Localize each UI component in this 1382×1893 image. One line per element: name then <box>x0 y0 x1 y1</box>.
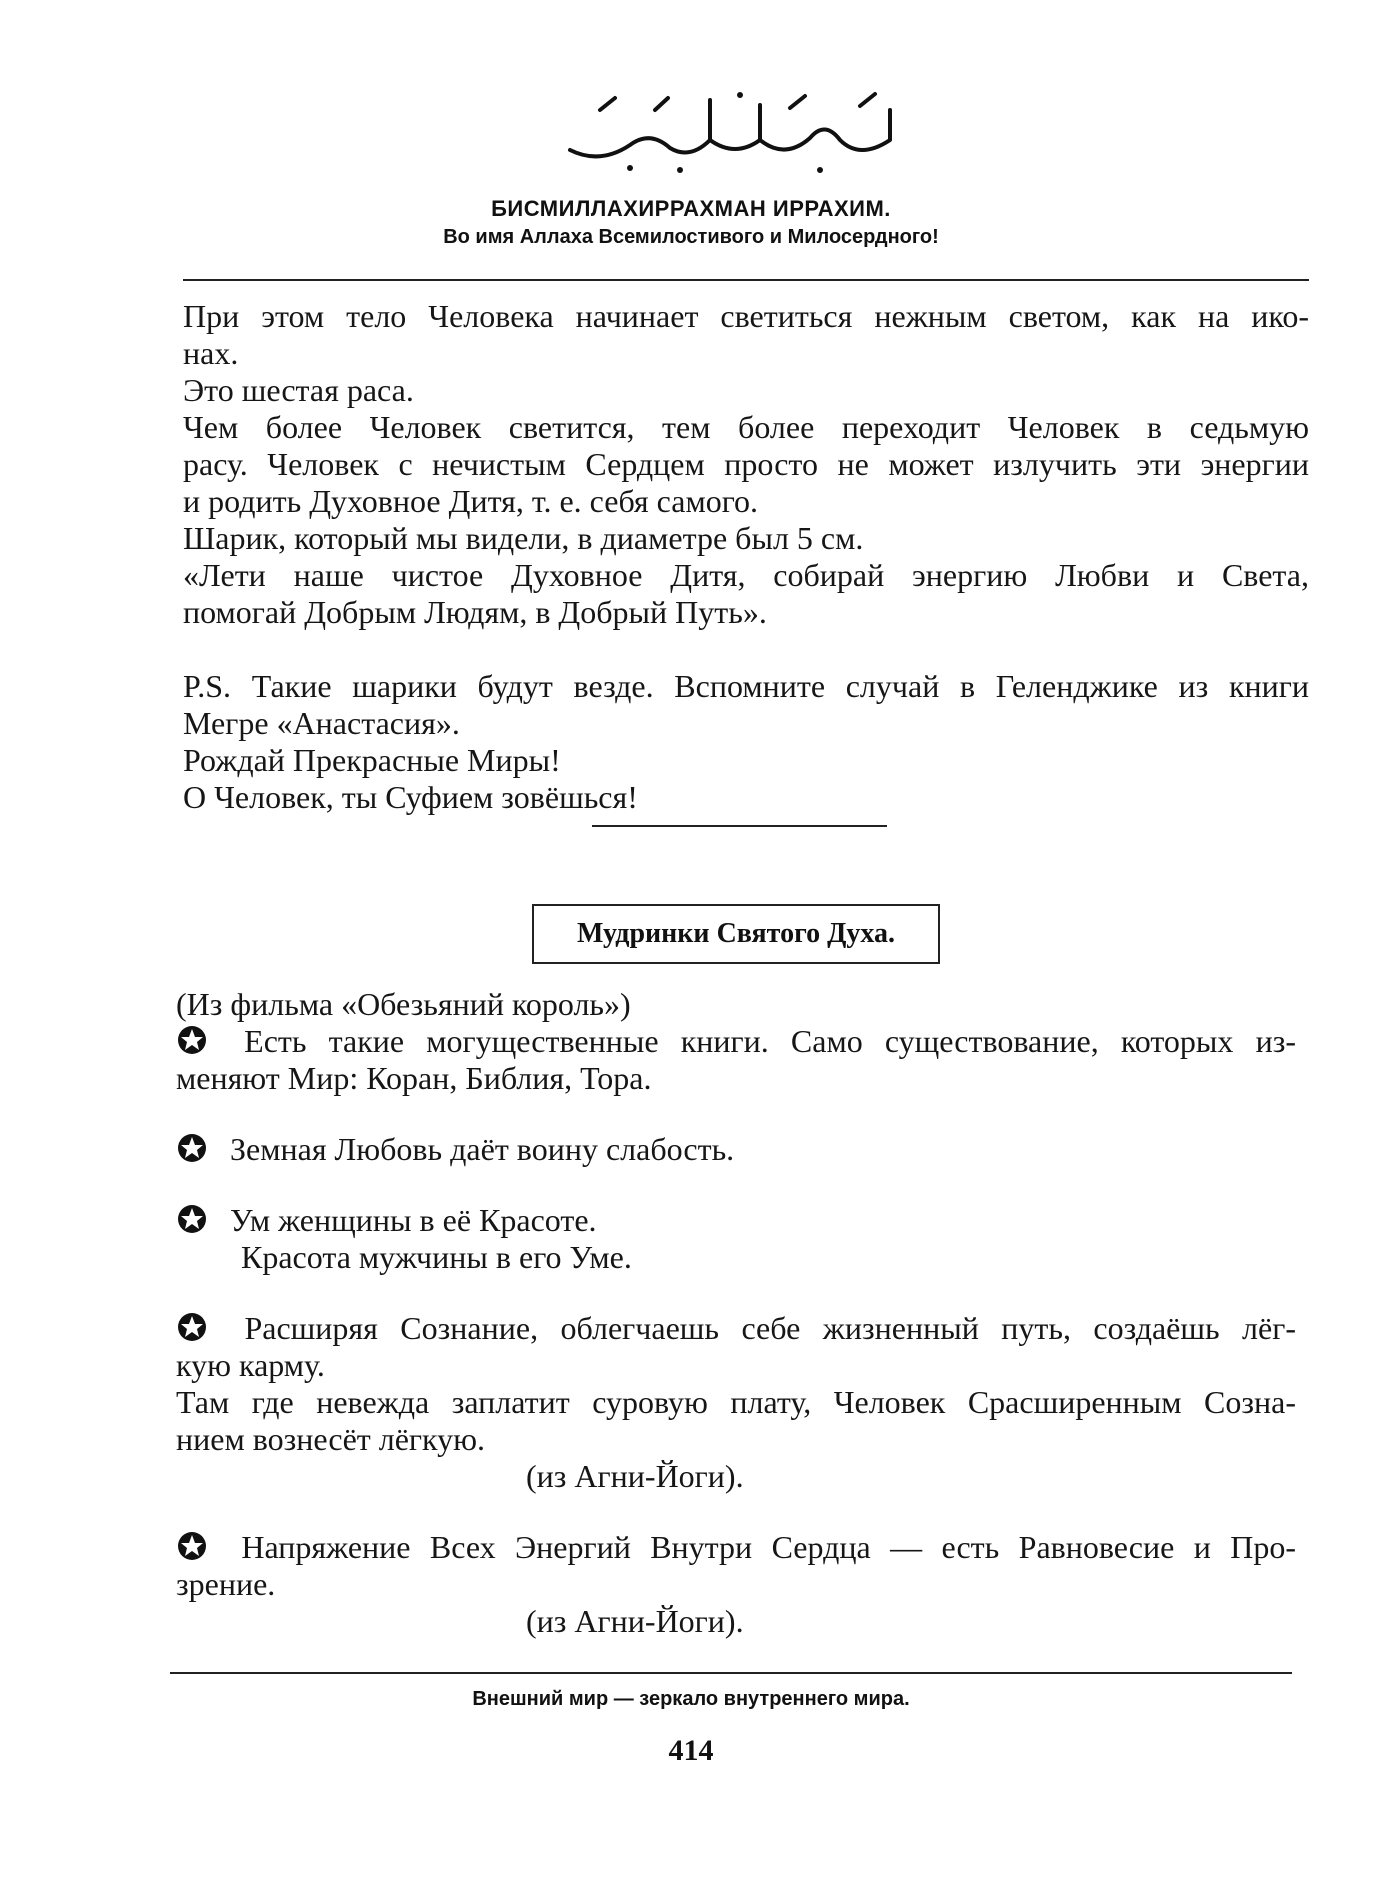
list-item-continuation: кую карму. <box>176 1347 325 1383</box>
body-line: «Лети наше чистое Духовное Дитя, собирай энергию Любви и Света, <box>183 557 1309 593</box>
star-bullet-icon <box>176 1132 208 1164</box>
list-item <box>176 1023 1296 1060</box>
body-line: Шарик, который мы видели, в диаметре был 5 см. <box>183 520 864 556</box>
star-bullet-icon <box>176 1203 208 1235</box>
list-item <box>176 1310 1296 1347</box>
body-line: При этом тело Человека начинает светиться нежным светом, как на ико- <box>183 298 1309 334</box>
list-item-continuation: Красота мужчины в его Уме. <box>241 1239 632 1275</box>
body-line: Рождай Прекрасные Миры! <box>183 742 561 778</box>
list-item-continuation: меняют Мир: Коран, Библия, Тора. <box>176 1060 652 1096</box>
star-bullet-icon <box>176 1311 208 1343</box>
list-item-text: Земная Любовь даёт воину слабость. <box>230 1131 735 1167</box>
body-paragraphs <box>183 298 1309 816</box>
body-line: помогай Добрым Людям, в Добрый Путь». <box>183 594 767 630</box>
list-item <box>176 1202 1296 1239</box>
section-intro: (Из фильма «Обезьяний король») <box>176 986 631 1022</box>
quote-source: (из Агни-Йоги). <box>526 1603 744 1639</box>
list-item <box>176 1131 1296 1168</box>
list-item-continuation: Там где невежда заплатит суровую плату, Человек Срасширенным Созна- <box>176 1384 1296 1420</box>
section-body <box>176 986 1296 1640</box>
quote-source: (из Агни-Йоги). <box>526 1458 744 1494</box>
section-divider <box>592 825 887 827</box>
list-item-continuation: нием вознесёт лёгкую. <box>176 1421 486 1457</box>
body-line: расу. Человек с нечистым Сердцем просто не может излучить эти энергии <box>183 446 1309 482</box>
list-item-text: Напряжение Всех Энергий Внутри Сердца — есть Равновесие и Про- <box>241 1529 1297 1565</box>
list-item <box>176 1529 1296 1566</box>
header-divider <box>183 279 1309 281</box>
body-line: нах. <box>183 335 239 371</box>
section-heading: Мудринки Святого Духа. <box>532 904 940 964</box>
bismillah-calligraphy <box>560 80 920 180</box>
page-number: 414 <box>668 1734 714 1767</box>
list-item-continuation: зрение. <box>176 1566 276 1602</box>
star-bullet-icon <box>176 1024 208 1056</box>
header-title: БИСМИЛЛАХИРРАХМАН ИРРАХИМ. <box>491 196 891 221</box>
list-item-text: Ум женщины в её Красоте. <box>230 1202 597 1238</box>
body-line: Мегре «Анастасия». <box>183 705 460 741</box>
footer-divider <box>170 1672 1292 1674</box>
list-item-text: Есть такие могущественные книги. Само существование, которых из- <box>244 1023 1297 1059</box>
star-bullet-icon <box>176 1530 208 1562</box>
body-line: P.S. Такие шарики будут везде. Вспомните случай в Геленджике из книги <box>183 668 1309 704</box>
body-line: Чем более Человек светится, тем более переходит Человек в седьмую <box>183 409 1309 445</box>
header-subtitle: Во имя Аллаха Всемилостивого и Милосердного! <box>443 226 939 248</box>
body-line: и родить Духовное Дитя, т. е. себя самого. <box>183 483 759 519</box>
list-item-text: Расширяя Сознание, облегчаешь себе жизненный путь, создаёшь лёг- <box>244 1310 1297 1346</box>
footer-motto: Внешний мир — зеркало внутреннего мира. <box>472 1688 910 1710</box>
body-line: О Человек, ты Суфием зовёшься! <box>183 779 638 815</box>
body-line: Это шестая раса. <box>183 372 414 408</box>
